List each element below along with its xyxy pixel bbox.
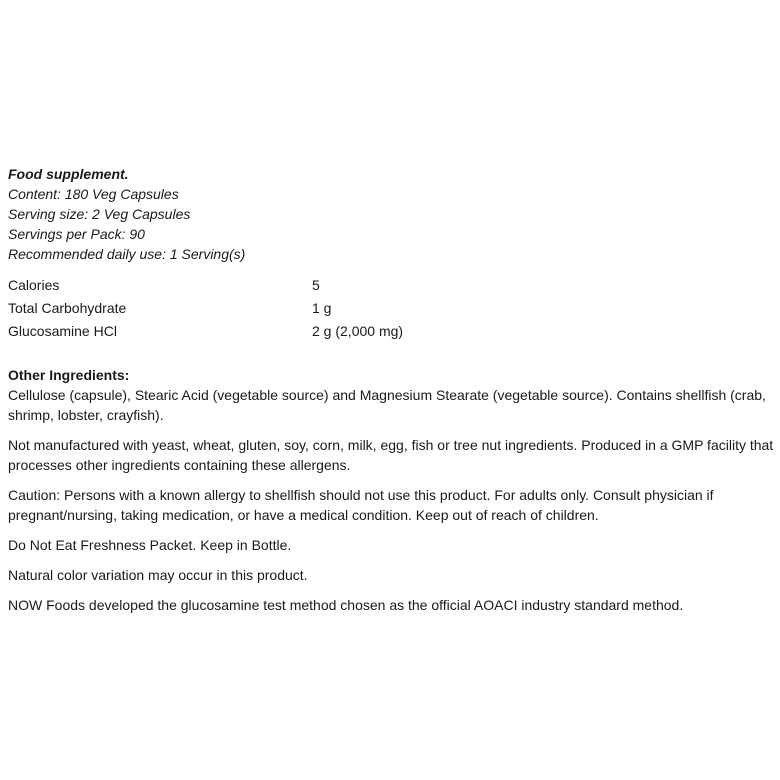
product-description bbox=[8, 164, 776, 615]
nutrient-name: Calories bbox=[8, 277, 60, 293]
recommended-use-line: Recommended daily use: 1 Serving(s) bbox=[8, 246, 246, 262]
nutrient-amount: 1 g bbox=[312, 300, 332, 316]
allergen-statement: Not manufactured with yeast, wheat, gluten, soy, corn, milk, egg, fish or tree nut ingredients. Produced in a GMP facility that processes other ingredients containing these allergens. bbox=[8, 437, 774, 473]
servings-per-pack-line: Servings per Pack: 90 bbox=[8, 226, 145, 242]
freshness-packet-note: Do Not Eat Freshness Packet. Keep in Bottle. bbox=[8, 537, 292, 553]
color-variation-note: Natural color variation may occur in this product. bbox=[8, 567, 308, 583]
nutrient-name: Glucosamine HCl bbox=[8, 323, 117, 339]
nutrient-amount: 5 bbox=[312, 277, 320, 293]
table-row bbox=[8, 297, 403, 320]
content-line: Content: 180 Veg Capsules bbox=[8, 186, 179, 202]
table-row bbox=[8, 274, 403, 297]
caution-statement: Caution: Persons with a known allergy to shellfish should not use this product. For adults only. Consult physician if pregnant/nursing, taking medication, or have a medical condition. Keep out of reach of children. bbox=[8, 487, 714, 523]
table-row bbox=[8, 320, 403, 343]
other-ingredients-heading: Other Ingredients: bbox=[8, 367, 130, 383]
serving-size-line: Serving size: 2 Veg Capsules bbox=[8, 206, 191, 222]
intro-title: Food supplement. bbox=[8, 166, 129, 182]
product-intro bbox=[8, 164, 776, 264]
nutrient-amount: 2 g (2,000 mg) bbox=[312, 323, 404, 339]
nutrient-name: Total Carbohydrate bbox=[8, 300, 127, 316]
other-ingredients-text: Cellulose (capsule), Stearic Acid (vegetable source) and Magnesium Stearate (vegetable source). Contains shellfish (crab, shrimp, lobster, crayfish). bbox=[8, 387, 766, 423]
test-method-note: NOW Foods developed the glucosamine test method chosen as the official AOACI industry standard method. bbox=[8, 597, 684, 613]
nutrient-table bbox=[8, 274, 403, 343]
